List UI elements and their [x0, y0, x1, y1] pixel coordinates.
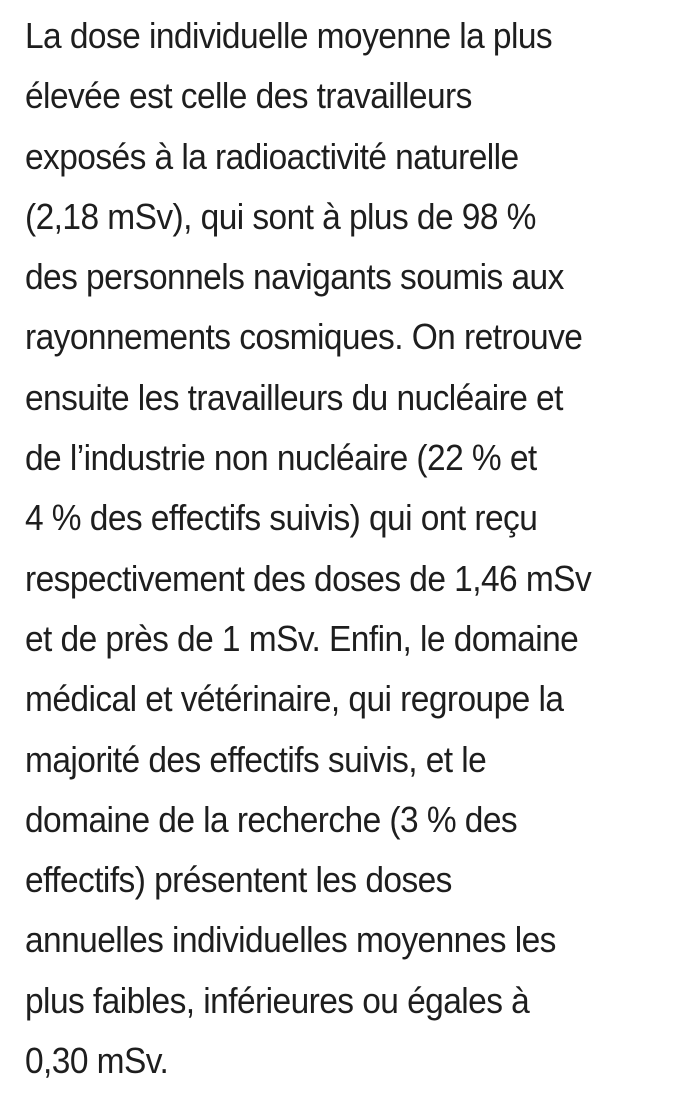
- paragraph-line: 4 % des effectifs suivis) qui ont reçu: [25, 497, 538, 539]
- paragraph-line: exposés à la radioactivité naturelle: [25, 135, 519, 177]
- paragraph-line: élevée est celle des travailleurs: [25, 75, 472, 117]
- paragraph-line: ensuite les travailleurs du nucléaire et: [25, 376, 563, 418]
- paragraph-line: plus faibles, inférieures ou égales à: [25, 979, 530, 1021]
- paragraph-line: des personnels navigants soumis aux: [25, 256, 564, 298]
- paragraph-line: respectivement des doses de 1,46 mSv: [25, 557, 592, 599]
- paragraph-line: domaine de la recherche (3 % des: [25, 798, 518, 840]
- paragraph-line: rayonnements cosmiques. On retrouve: [25, 316, 583, 358]
- paragraph-line: effectifs) présentent les doses: [25, 859, 452, 901]
- paragraph-line: (2,18 mSv), qui sont à plus de 98 %: [25, 195, 536, 237]
- paragraph-line: de l’industrie non nucléaire (22 % et: [25, 437, 537, 479]
- paragraph-line: médical et vétérinaire, qui regroupe la: [25, 678, 564, 720]
- paragraph-line: majorité des effectifs suivis, et le: [25, 738, 487, 780]
- paragraph-line: La dose individuelle moyenne la plus: [25, 15, 553, 56]
- paragraph-line: 0,30 mSv.: [25, 1040, 169, 1082]
- article-paragraph: [25, 6, 689, 1091]
- paragraph-line: et de près de 1 mSv. Enfin, le domaine: [25, 617, 579, 659]
- paragraph-line: annuelles individuelles moyennes les: [25, 919, 556, 961]
